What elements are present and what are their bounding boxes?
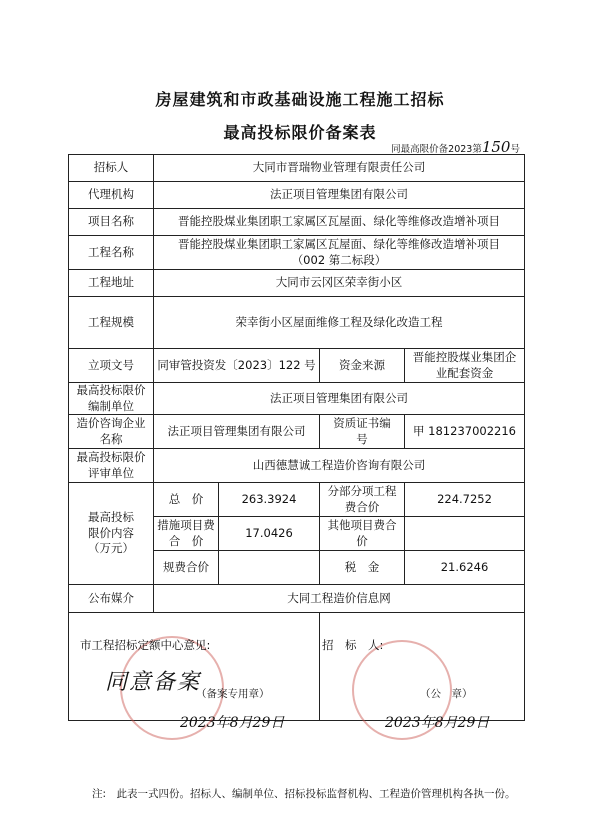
reviewer-value: 山西德慧诚工程造价咨询有限公司: [154, 449, 525, 483]
reviewer-label: 最高投标限价评审单位: [69, 449, 154, 483]
fund-label: 资金来源: [320, 349, 405, 383]
media-label: 公布媒介: [69, 585, 154, 613]
left-stamp-note: （备案专用章）: [196, 688, 270, 700]
footnote: 注: 此表一式四份。招标人、编制单位、招标投标监督机构、工程造价管理机构各执一份。: [92, 788, 516, 800]
compiler-value: 法正项目管理集团有限公司: [154, 383, 525, 415]
address-label: 工程地址: [69, 270, 154, 297]
left-signature-title: 市工程招标定额中心意见:: [80, 638, 211, 652]
consult-label: 造价咨询企业名称: [69, 415, 154, 449]
row-engineering-name: [69, 236, 525, 270]
record-number-handwritten: 150: [481, 138, 511, 156]
project-name-label: 项目名称: [69, 209, 154, 236]
scale-value: 荣幸街小区屋面维修工程及绿化改造工程: [154, 297, 525, 349]
engineering-name-label: 工程名称: [69, 236, 154, 270]
row-compiler: [69, 383, 525, 415]
agent-label: 代理机构: [69, 182, 154, 209]
row-approval: [69, 349, 525, 383]
total-label: 总 价: [154, 483, 219, 517]
tenderer-label: 招标人: [69, 155, 154, 182]
compiler-label: 最高投标限价编制单位: [69, 383, 154, 415]
right-signature-title: 招 标 人:: [322, 638, 384, 652]
document-title-line1: 房屋建筑和市政基础设施工程施工招标: [155, 90, 445, 109]
project-name-value: 晋能控股煤业集团职工家属区瓦屋面、绿化等维修改造增补项目: [154, 209, 525, 236]
row-scale: [69, 297, 525, 349]
cert-label: 资质证书编 号: [320, 415, 405, 449]
record-prefix: 同最高限价备2023第: [391, 144, 482, 155]
row-media: [69, 585, 525, 613]
measures-value: 17.0426: [219, 517, 320, 551]
left-date: 2023年8月29日: [180, 715, 285, 731]
row-address: [69, 270, 525, 297]
approval-value: 同审管投资发〔2023〕122 号: [154, 349, 320, 383]
engineering-name-value: 晋能控股煤业集团职工家属区瓦屋面、绿化等维修改造增补项目（002 第二标段）: [154, 236, 525, 270]
subitem-value: 224.7252: [405, 483, 525, 517]
left-handwriting: 同意备案: [105, 670, 202, 695]
row-project-name: [69, 209, 525, 236]
tenderer-value: 大同市晋瑞物业管理有限责任公司: [154, 155, 525, 182]
row-reviewer: [69, 449, 525, 483]
address-value: 大同市云冈区荣幸街小区: [154, 270, 525, 297]
approval-label: 立项文号: [69, 349, 154, 383]
fees-label: 规费合价: [154, 551, 219, 585]
tax-label: 税 金: [320, 551, 405, 585]
scale-label: 工程规模: [69, 297, 154, 349]
row-consult: [69, 415, 525, 449]
other-value: [405, 517, 525, 551]
cert-value: 甲 181237002216: [405, 415, 525, 449]
filing-table: [68, 154, 525, 721]
fees-value: [219, 551, 320, 585]
consult-value: 法正项目管理集团有限公司: [154, 415, 320, 449]
tax-value: 21.6246: [405, 551, 525, 585]
row-tenderer: [69, 155, 525, 182]
agent-value: 法正项目管理集团有限公司: [154, 182, 525, 209]
subitem-label: 分部分项工程费合价: [320, 483, 405, 517]
other-label: 其他项目费合价: [320, 517, 405, 551]
right-date: 2023年8月29日: [385, 715, 490, 731]
document-title-line2: 最高投标限价备案表: [223, 123, 377, 142]
total-value: 263.3924: [219, 483, 320, 517]
content-label: 最高投标限价内容（万元）: [69, 483, 154, 585]
row-total: [69, 483, 525, 517]
right-stamp-note: （公 章）: [420, 688, 473, 700]
row-agent: [69, 182, 525, 209]
record-suffix: 号: [510, 144, 520, 155]
media-value: 大同工程造价信息网: [154, 585, 525, 613]
fund-value: 晋能控股煤业集团企业配套资金: [405, 349, 525, 383]
measures-label: 措施项目费合 价: [154, 517, 219, 551]
